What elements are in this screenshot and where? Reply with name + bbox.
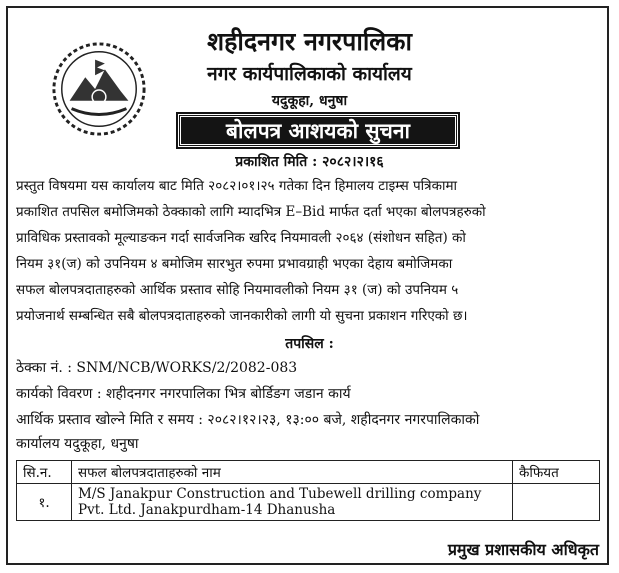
opening-location-line: कार्यालय यदुकूहा, धनुषा: [16, 436, 139, 452]
header-serial: सि.न.: [17, 461, 72, 484]
body-line: सफल बोलपत्रदाताहरुको आर्थिक प्रस्ताव सोहि नियमावलीको नियम ३१ (ज) को उपनियम ५: [16, 282, 459, 298]
office-name: शहीदनगर नगरपालिका: [207, 27, 412, 56]
bidder-name-line2: Pvt. Ltd. Janakpurdham-14 Dhanusha: [78, 502, 336, 518]
work-description: कार्यको विवरण : शहीदनगर नगरपालिका भित्र बोर्डिङग जडान कार्य: [16, 386, 351, 402]
row-remarks: [513, 484, 600, 521]
body-line: प्रस्तुत विषयमा यस कार्यालय बाट मिति २०८२।०१।२५ गतेका दिन हिमालय टाइम्स पत्रिकामा: [16, 178, 458, 194]
header-name: सफल बोलपत्रदाताहरुको नाम: [72, 461, 513, 484]
body-line: प्राविधिक प्रस्तावको मूल्याङकन गर्दा सार्वजनिक खरिद नियमावली २०६४ (संशोधन सहित) को: [16, 230, 466, 246]
notice-title: बोलपत्र आशयको सुचना: [178, 114, 458, 147]
table-row: [17, 484, 600, 521]
opening-date-line: आर्थिक प्रस्ताव खोल्ने मिति र समय : २०८२।१२।२३, १३:०० बजे, शहीदनगर नगरपालिकाको: [16, 412, 480, 428]
body-line: प्रकाशित तपसिल बमोजिमको ठेक्काको लागि म्यादभित्र E–Bid मार्फत दर्ता भएका बोलपत्रहरुको: [16, 204, 486, 220]
office-address: यदुकूहा, धनुषा: [271, 93, 348, 109]
row-serial: १.: [17, 484, 72, 521]
body-line: नियम ३१(ज) को उपनियम ४ बमोजिम सारभुत रुपमा प्रभावग्राही भएका देहाय बमोजिमका: [16, 256, 453, 272]
department-name: नगर कार्यपालिकाको कार्यालय: [207, 63, 412, 85]
table-header-row: [17, 461, 600, 484]
signatory-title: प्रमुख प्रशासकीय अधिकृत: [447, 540, 599, 559]
row-bidder-name: [72, 484, 513, 521]
section-title: तपसिल :: [285, 336, 334, 352]
bidder-name-line1: M/S Janakpur Construction and Tubewell drilling company: [78, 486, 482, 502]
header-remarks: कैफियत: [513, 461, 600, 484]
bidder-table: [16, 460, 600, 521]
body-line: प्रयोजनार्थ सम्बन्धित सबै बोलपत्रदाताहरुको जानकारीको लागी यो सुचना प्रकाशन गरिएको छ।: [16, 308, 468, 324]
published-date: प्रकाशित मिति : २०८२।२।१६: [235, 154, 384, 170]
contract-number: ठेक्का नं. : SNM/NCB/WORKS/2/2082-083: [16, 360, 298, 376]
